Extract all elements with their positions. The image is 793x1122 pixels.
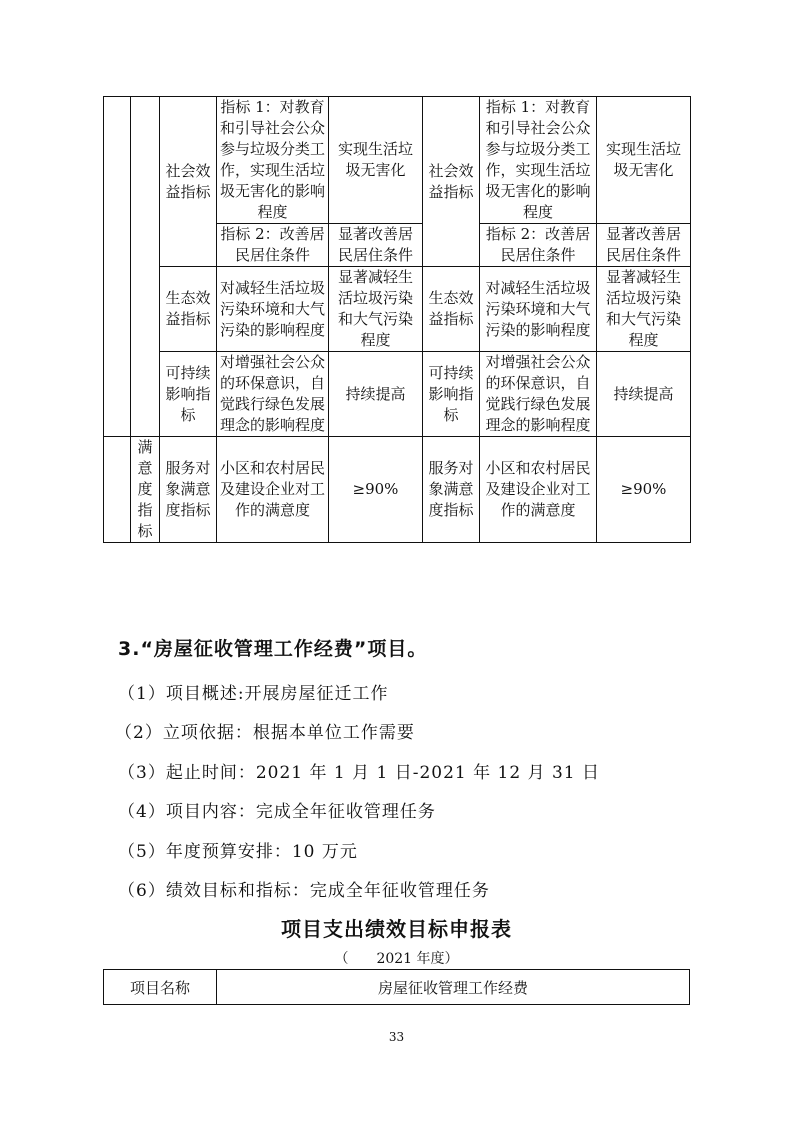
group-blank-cell <box>131 97 160 437</box>
indicator-cell: 小区和农村居民及建设企业对工作的满意度 <box>480 437 597 543</box>
target-value-cell: 实现生活垃圾无害化 <box>597 97 691 224</box>
project-name-table <box>103 969 690 1005</box>
table-row <box>104 352 691 437</box>
target-value-cell: 持续提高 <box>329 352 423 437</box>
target-value-cell: ≥90% <box>597 437 691 543</box>
project-goals: （6）绩效目标和指标：完成全年征收管理任务 <box>118 881 490 901</box>
form-title: 项目支出绩效目标申报表 <box>281 917 512 941</box>
indicator-cell: 小区和农村居民及建设企业对工作的满意度 <box>217 437 329 543</box>
project-budget: （5）年度预算安排：10 万元 <box>118 842 358 862</box>
indicator-cell: 指标 2：改善居民居住条件 <box>480 224 597 267</box>
table-row <box>104 970 690 1005</box>
indicator-cell: 指标 2：改善居民居住条件 <box>217 224 329 267</box>
category-cell: 生态效益指标 <box>160 267 217 352</box>
category-cell: 社会效益指标 <box>160 97 217 267</box>
project-period: （3）起止时间：2021 年 1 月 1 日-2021 年 12 月 31 日 <box>118 763 601 783</box>
project-basis: （2）立项依据：根据本单位工作需要 <box>115 723 415 743</box>
section-heading: 3.“房屋征收管理工作经费”项目。 <box>118 638 428 660</box>
target-value-cell: 显著改善居民居住条件 <box>597 224 691 267</box>
outer-blank-cell <box>104 437 131 543</box>
indicator-cell: 对减轻生活垃圾污染环境和大气污染的影响程度 <box>480 267 597 352</box>
project-overview: （1）项目概述:开展房屋征迁工作 <box>118 684 389 704</box>
target-value-cell: 显著减轻生活垃圾污染和大气污染程度 <box>329 267 423 352</box>
project-name-label: 项目名称 <box>104 970 217 1005</box>
project-name-value: 房屋征收管理工作经费 <box>217 970 690 1005</box>
category-cell: 可持续影响指标 <box>423 352 480 437</box>
category-cell: 服务对象满意度指标 <box>423 437 480 543</box>
table-row <box>104 267 691 352</box>
page-number: 33 <box>388 1030 405 1044</box>
target-value-cell: 实现生活垃圾无害化 <box>329 97 423 224</box>
category-cell: 服务对象满意度指标 <box>160 437 217 543</box>
outer-blank-cell <box>104 97 131 437</box>
target-value-cell: 显著改善居民居住条件 <box>329 224 423 267</box>
form-year: （ 2021 年度） <box>334 951 459 967</box>
table-row <box>104 437 691 543</box>
category-cell: 社会效益指标 <box>423 97 480 267</box>
indicator-cell: 指标 1：对教育和引导社会公众参与垃圾分类工作，实现生活垃圾无害化的影响程度 <box>217 97 329 224</box>
target-value-cell: 显著减轻生活垃圾污染和大气污染程度 <box>597 267 691 352</box>
table-row <box>104 97 691 224</box>
group-cell: 满意度指标 <box>131 437 160 543</box>
project-content: （4）项目内容：完成全年征收管理任务 <box>118 802 436 822</box>
indicator-cell: 对增强社会公众的环保意识，自觉践行绿色发展理念的影响程度 <box>217 352 329 437</box>
target-value-cell: 持续提高 <box>597 352 691 437</box>
performance-indicator-table <box>103 96 691 543</box>
indicator-cell: 对减轻生活垃圾污染环境和大气污染的影响程度 <box>217 267 329 352</box>
target-value-cell: ≥90% <box>329 437 423 543</box>
indicator-cell: 指标 1：对教育和引导社会公众参与垃圾分类工作，实现生活垃圾无害化的影响程度 <box>480 97 597 224</box>
category-cell: 生态效益指标 <box>423 267 480 352</box>
category-cell: 可持续影响指标 <box>160 352 217 437</box>
indicator-cell: 对增强社会公众的环保意识，自觉践行绿色发展理念的影响程度 <box>480 352 597 437</box>
